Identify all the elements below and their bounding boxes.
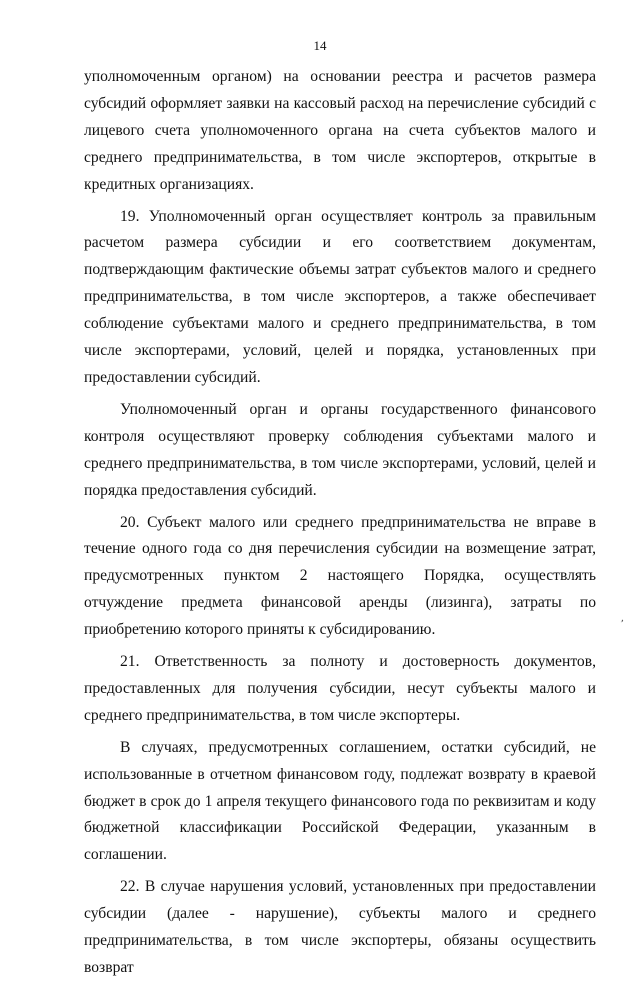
document-body [84, 64, 596, 987]
paragraph-continuation: уполномоченным органом) на основании реестра и расчетов размера субсидий оформляет заявки на кассовый расход на перечисление субсидий с лицевого счета уполномоченного органа на счета субъектов малого и среднего предпринимательства, в том числе экспортеров, открытые в кредитных организациях. [84, 68, 596, 193]
paragraph-item-22: 22. В случае нарушения условий, установленных при предоставлении субсидии (далее - нарушение), субъекты малого и среднего предпринимательства, в том числе экспортеры, обязаны осуществить возврат [84, 878, 596, 976]
paragraph-item-20: 20. Субъект малого или среднего предпринимательства не вправе в течение одного года со дня перечисления субсидии на возмещение затрат, предусмотренных пунктом 2 настоящего Порядка, осуществлять отчуждение предмета финансовой аренды (лизинга), затраты по приобретению которого приняты к субсидированию. [84, 513, 596, 639]
paragraph-control-bodies: Уполномоченный орган и органы государственного финансового контроля осуществляют проверку соблюдения субъектами малого и среднего предпринимательства, в том числе экспортерами, условий, целей и порядка предоставления субсидий. [84, 400, 596, 499]
page-number: 14 [313, 38, 327, 53]
scan-mark: , [620, 611, 627, 625]
paragraph-remaining-subsidies: В случаях, предусмотренных соглашением, остатки субсидий, не использованные в отчетном финансовом году, подлежат возврату в краевой бюджет в срок до 1 апреля текущего финансового года по реквизитам и коду бюджетной классификации Российской Федерации, указанным в соглашении. [84, 738, 596, 864]
paragraph-item-21: 21. Ответственность за полноту и достоверность документов, предоставленных для получения субсидии, несут субъекты малого и среднего предпринимательства, в том числе экспортеры. [84, 653, 596, 724]
paragraph-item-19: 19. Уполномоченный орган осуществляет контроль за правильным расчетом размера субсидии и его соответствием документам, подтверждающим фактические объемы затрат субъектов малого и среднего предпринимательства, в том числе экспортеров, а также обеспечивает соблюдение субъектами малого и среднего предпринимательства, в том числе экспортерами, условий, целей и порядка, установленных при предоставлении субсидий. [84, 207, 596, 386]
